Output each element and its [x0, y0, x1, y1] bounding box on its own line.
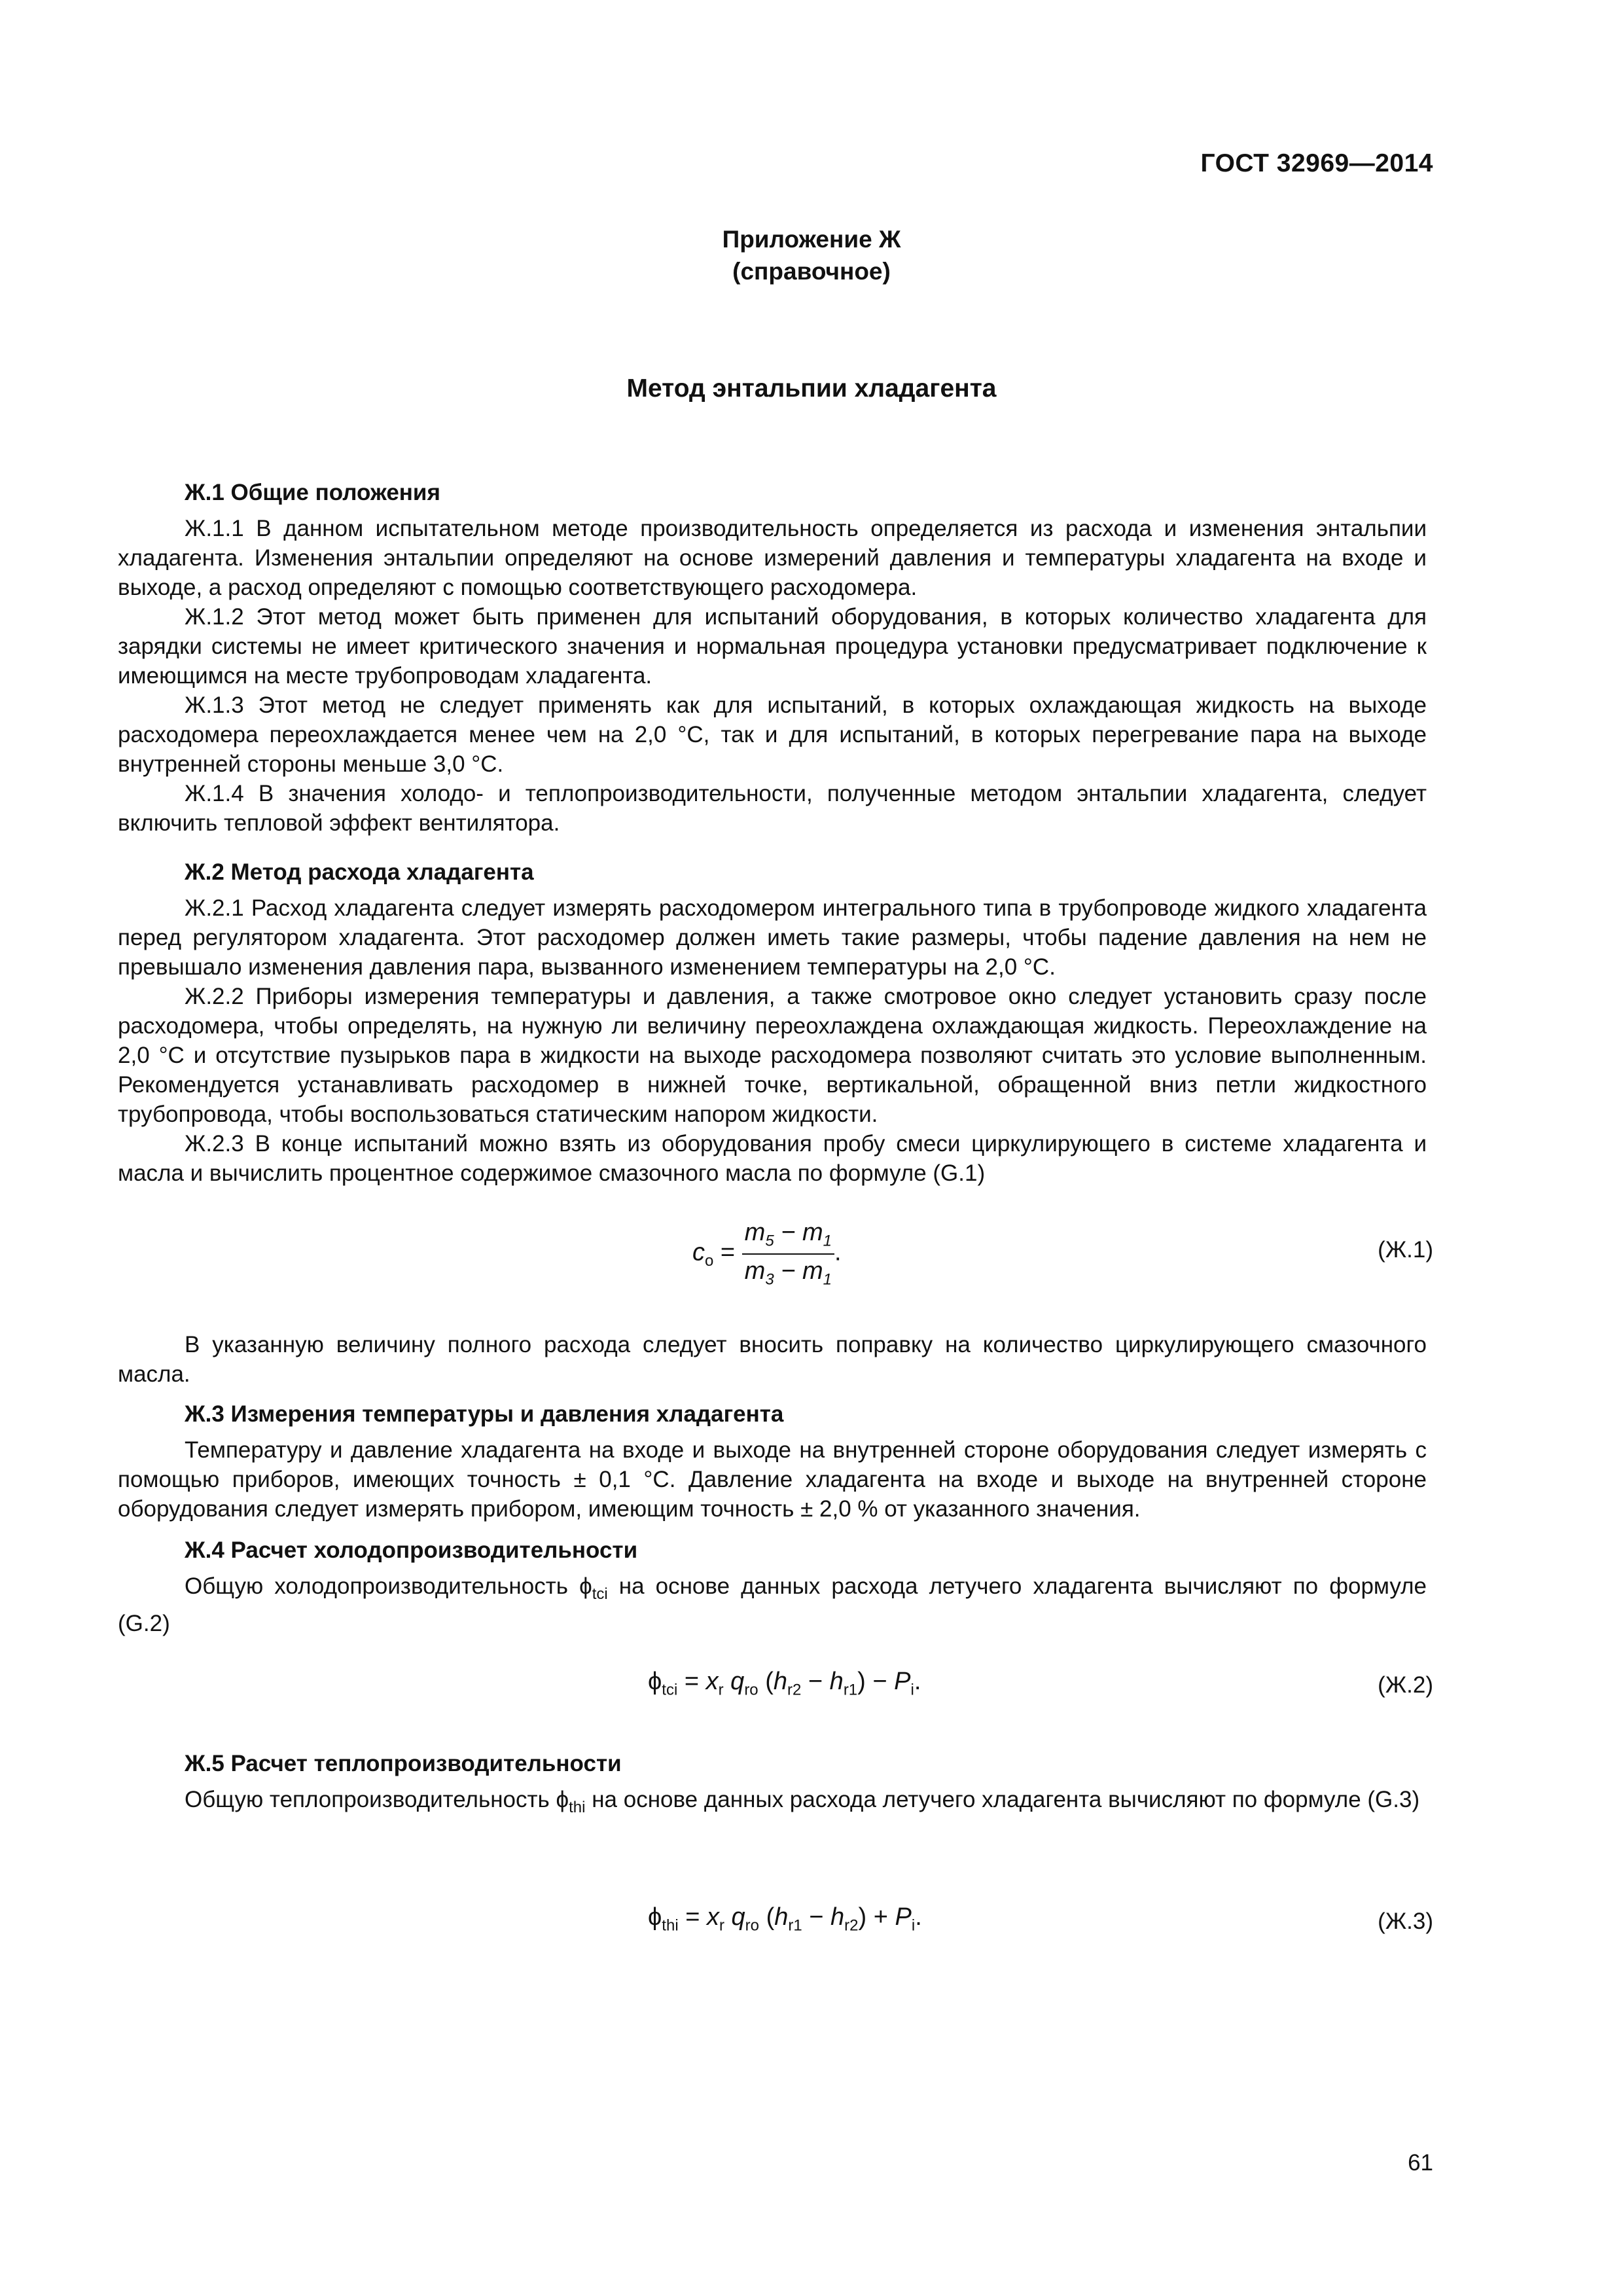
section-5	[118, 1749, 1427, 1822]
appendix-type: (справочное)	[732, 258, 891, 285]
paragraph: Ж.2.1 Расход хладагента следует измерять расходомером интегрального типа в трубопроводе жидкого хладагента перед регулятором хладагента. Этот расходомер должен иметь такие размеры, чтобы падение давления на нем не превышало изменения давления пара, вызванного изменением температуры на 2,0 °С.	[118, 895, 1427, 980]
paragraph: Ж.1.1 В данном испытательном методе производительность определяется из расхода и изменения энтальпии хладагента. Изменения энтальпии определяют на основе измерений давления и температуры хладагента на входе и выходе, а расход определяют с помощью соответствующего расходомера.	[118, 516, 1427, 600]
paragraph: Ж.1.2 Этот метод может быть применен для испытаний оборудования, в которых количество хладагента для зарядки системы не имеет критического значения и нормальная процедура установки предусматривает подключение к имеющимся на месте трубопроводам хладагента.	[118, 604, 1427, 689]
appendix-label: Приложение Ж	[722, 226, 901, 253]
formula-number: (Ж.1)	[1378, 1237, 1433, 1263]
paragraph: Ж.1.4 В значения холодо- и теплопроизводительности, полученные методом энтальпии хладагента, следует включить тепловой эффект вентилятора.	[118, 781, 1427, 836]
section-2-note	[118, 1330, 1427, 1389]
paragraph: Ж.2.3 В конце испытаний можно взять из оборудования пробу смеси циркулирующего в системе хладагента и масла и вычислить процентное содержимое смазочного масла по формуле (G.1)	[118, 1131, 1427, 1186]
formula-number: (Ж.3)	[1378, 1909, 1433, 1934]
section-heading: Ж.1 Общие положения	[185, 480, 440, 505]
section-2	[118, 857, 1427, 1188]
paragraph: Общую теплопроизводительность $\phi_{thi}$ на основе данных расхода летучего хладагента вычисляют по формуле (G.3)	[185, 1787, 1420, 1816]
formula-number: (Ж.2)	[1378, 1672, 1433, 1698]
formula-oil-content: $c_o$ = $\frac{m_5 - m_1}{m_3 - m_1}$ .	[692, 1219, 842, 1289]
formula-heating-capacity: $\phi_{thi} = x_r$ $q_{ro}$ $(h_{r1} - h_{r2}) + P_i$.	[648, 1903, 922, 1935]
section-heading: Ж.2 Метод расхода хладагента	[185, 859, 534, 885]
page-number: 61	[1408, 2150, 1433, 2176]
paragraph: Ж.1.3 Этот метод не следует применять как для испытаний, в которых охлаждающая жидкость на выходе расходомера переохлаждается менее чем на 2,0 °С, так и для испытаний, в которых перегревание пара на выходе внутренней стороны меньше 3,0 °С.	[118, 692, 1427, 777]
section-4	[118, 1535, 1427, 1638]
formula-cooling-capacity: $\phi_{tci} = x_r$ $q_{ro}$ $(h_{r2} - h_{r1}) - P_i$.	[648, 1668, 921, 1699]
paragraph: Общую холодопроизводительность $\phi_{tci}$ на основе данных расхода летучего хладагента вычисляют по формуле (G.2)	[118, 1573, 1427, 1636]
section-1	[118, 478, 1427, 838]
page-title: Метод энтальпии хладагента	[626, 374, 997, 403]
phi-tci-symbol: $\phi_{tci}$	[579, 1573, 608, 1603]
section-heading: Ж.5 Расчет теплопроизводительности	[185, 1751, 622, 1776]
section-heading: Ж.3 Измерения температуры и давления хладагента	[185, 1401, 784, 1427]
section-3	[118, 1399, 1427, 1524]
paragraph: Ж.2.2 Приборы измерения температуры и давления, а также смотровое окно следует установить сразу после расходомера, чтобы определять, на нужную ли величину переохлаждена охлаждающая жидкость. Переохлаждение на 2,0 °С и отсутствие пузырьков пара в жидкости на выходе расходомера позволяют считать это условие выполненным. Рекомендуется устанавливать расходомер в нижней точке, вертикальной, обращенной вниз петли жидкостного трубопровода, чтобы воспользоваться статическим напором жидкости.	[118, 984, 1427, 1127]
paragraph: В указанную величину полного расхода следует вносить поправку на количество циркулирующего смазочного масла.	[118, 1332, 1427, 1387]
standard-code: ГОСТ 32969—2014	[1200, 149, 1433, 177]
paragraph: Температуру и давление хладагента на входе и выходе на внутренней стороне оборудования следует измерять с помощью приборов, имеющих точность ± 0,1 °С. Давление хладагента на входе и выходе на внутренней стороне оборудования следует измерять прибором, имеющим точность ± 2,0 % от указанного значения.	[118, 1437, 1427, 1522]
section-heading: Ж.4 Расчет холодопроизводительности	[185, 1537, 638, 1563]
phi-thi-symbol: $\phi_{thi}$	[556, 1787, 586, 1816]
